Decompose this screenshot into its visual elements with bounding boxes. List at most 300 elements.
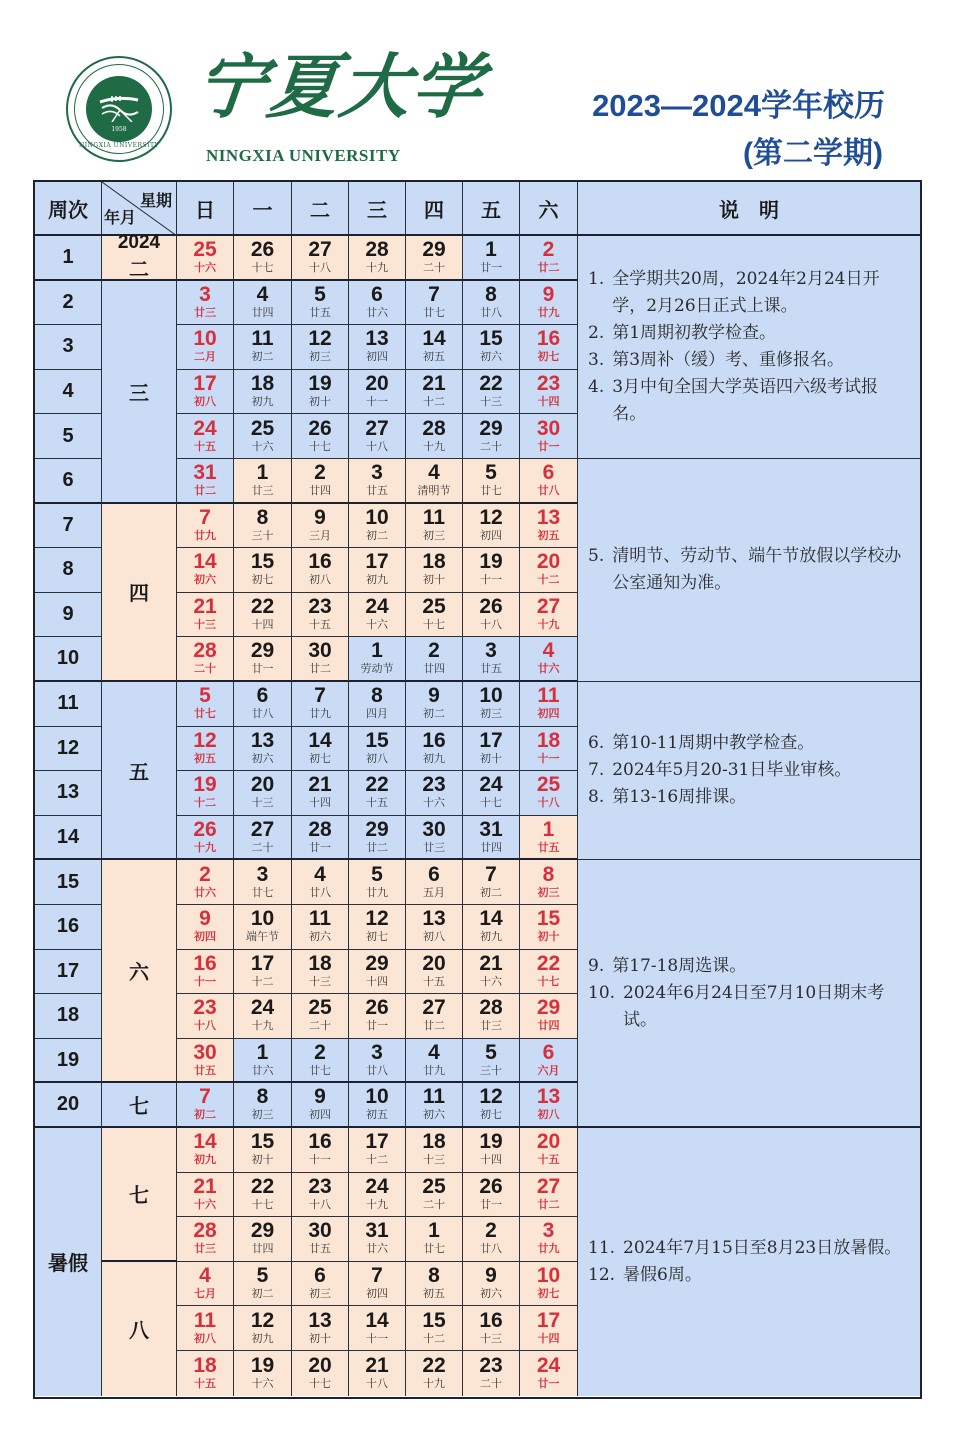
- week-number-label: 10: [56, 647, 80, 670]
- day-number: 17: [479, 728, 503, 752]
- day-cell: [520, 1083, 578, 1128]
- lunar-date: 十八: [366, 1376, 388, 1390]
- lunar-date: 初四: [537, 707, 560, 721]
- calendar-table: [33, 180, 922, 1399]
- note-number: 4.: [588, 377, 605, 397]
- day-number: 23: [308, 1174, 332, 1198]
- month-label: 七: [129, 1183, 149, 1208]
- month-cell: [102, 860, 177, 1083]
- lunar-date: 廿三: [194, 1242, 216, 1256]
- day-cell: [177, 281, 234, 326]
- note-number: 12.: [588, 1264, 616, 1285]
- day-number: 17: [536, 1308, 561, 1332]
- lunar-date: 十七: [309, 1376, 331, 1390]
- day-cell: [292, 727, 349, 772]
- day-cell: [520, 548, 578, 593]
- day-cell: [520, 325, 578, 370]
- day-cell: [349, 1262, 406, 1307]
- day-number: 12: [365, 907, 389, 931]
- day-number: 14: [365, 1308, 389, 1332]
- lunar-date: 二十: [423, 260, 445, 274]
- lunar-date: 初十: [251, 1153, 274, 1167]
- lunar-date: 廿七: [480, 483, 502, 497]
- day-cell: [292, 281, 349, 326]
- header-day-1: [234, 182, 292, 236]
- day-cell: [520, 236, 578, 281]
- day-number: 22: [422, 1353, 446, 1377]
- day-number: 28: [308, 817, 332, 841]
- day-number: 25: [422, 595, 446, 619]
- lunar-date: 十三: [251, 796, 274, 810]
- lunar-date: 初四: [366, 1287, 388, 1301]
- lunar-date: 初七: [480, 1108, 502, 1122]
- day-cell: [234, 905, 292, 950]
- lunar-date: 初四: [480, 528, 502, 542]
- lunar-date: 十四: [366, 974, 388, 988]
- day-number: 13: [422, 907, 446, 931]
- day-number: 10: [193, 327, 217, 351]
- day-number: 25: [308, 996, 332, 1020]
- day-cell: [292, 370, 349, 415]
- lunar-date: 十六: [251, 439, 274, 453]
- lunar-date: 廿六: [251, 1063, 274, 1077]
- day-cell: [177, 1173, 234, 1218]
- day-cell: [234, 950, 292, 995]
- header-notes-label: 说 明: [719, 197, 779, 222]
- note-item: [588, 757, 912, 784]
- lunar-date: 十九: [423, 1376, 445, 1390]
- day-number: 2: [199, 862, 211, 886]
- day-cell: [463, 548, 520, 593]
- month-label: 七: [129, 1094, 149, 1119]
- lunar-date: 十三: [480, 395, 502, 409]
- day-cell: [177, 1128, 234, 1173]
- lunar-date: 劳动节: [360, 662, 394, 676]
- day-cell: [406, 1083, 463, 1128]
- lunar-date: 廿三: [480, 1019, 502, 1033]
- header-day-4: [406, 182, 463, 236]
- day-cell: [463, 1173, 520, 1218]
- day-number: 3: [256, 862, 269, 886]
- day-cell: [292, 414, 349, 459]
- lunar-date: 初九: [251, 1331, 274, 1345]
- page-subtitle: (第二学期): [743, 137, 883, 170]
- day-cell: [234, 548, 292, 593]
- day-number: 10: [536, 1264, 561, 1288]
- logo-rim-text: NINGXIA UNIVERSITY: [79, 142, 159, 149]
- lunar-date: 十五: [366, 796, 388, 810]
- week-number-label: 11: [57, 692, 79, 715]
- lunar-date: 廿六: [194, 885, 216, 899]
- day-cell: [349, 1128, 406, 1173]
- day-cell: [177, 370, 234, 415]
- day-cell: [463, 1306, 520, 1351]
- day-number: 11: [193, 1308, 217, 1332]
- day-number: 16: [308, 1130, 332, 1154]
- lunar-date: 二十: [194, 662, 216, 676]
- day-cell: [406, 548, 463, 593]
- lunar-date: 十一: [366, 395, 388, 409]
- day-cell: [406, 816, 463, 861]
- day-cell: [349, 414, 406, 459]
- week-number: [35, 994, 102, 1039]
- note-text: 第10-11周期中教学检查。: [612, 733, 815, 754]
- header-day-5: [463, 182, 520, 236]
- day-number: 6: [371, 282, 383, 306]
- week-number-label: 15: [56, 870, 80, 893]
- lunar-date: 十六: [251, 1376, 274, 1390]
- day-cell: [234, 637, 292, 682]
- lunar-date: 廿二: [423, 1019, 445, 1033]
- day-number: 30: [308, 1219, 332, 1243]
- lunar-date: 初五: [366, 1108, 388, 1122]
- lunar-date: 初二: [423, 707, 445, 721]
- lunar-date: 十四: [537, 395, 560, 409]
- lunar-date: 初十: [423, 573, 445, 587]
- week-number-label: 14: [56, 825, 80, 848]
- day-cell: [234, 370, 292, 415]
- day-number: 10: [479, 684, 503, 708]
- day-number: 3: [371, 1040, 383, 1064]
- day-number: 20: [536, 1130, 561, 1154]
- week-number: [35, 370, 102, 415]
- day-cell: [349, 1039, 406, 1084]
- note-item: [588, 730, 912, 757]
- day-number: 29: [422, 237, 446, 261]
- note-number: 5.: [588, 546, 605, 566]
- day-number: 7: [485, 862, 497, 886]
- day-cell: [520, 1039, 578, 1084]
- day-cell: [177, 816, 234, 861]
- lunar-date: 初五: [423, 1287, 445, 1301]
- month-label: 八: [129, 1318, 149, 1343]
- day-number: 11: [251, 327, 274, 351]
- lunar-date: 初八: [194, 395, 216, 409]
- day-number: 19: [479, 550, 503, 574]
- day-number: 12: [479, 1085, 503, 1109]
- lunar-date: 廿三: [423, 840, 445, 854]
- day-number: 14: [479, 907, 503, 931]
- lunar-date: 十一: [537, 751, 560, 765]
- lunar-date: 十七: [309, 439, 331, 453]
- lunar-date: 初八: [309, 573, 331, 587]
- lunar-date: 廿二: [309, 662, 331, 676]
- note-item: [588, 543, 912, 597]
- note-item: [588, 347, 912, 374]
- month-cell: [102, 281, 177, 504]
- day-number: 26: [193, 817, 217, 841]
- lunar-date: 初八: [423, 930, 445, 944]
- day-number: 22: [250, 595, 275, 619]
- month-cell: [102, 1128, 177, 1262]
- header-day-3: [349, 182, 406, 236]
- day-cell: [292, 637, 349, 682]
- day-cell: [177, 950, 234, 995]
- day-number: 9: [485, 1264, 497, 1288]
- day-number: 1: [256, 460, 269, 484]
- lunar-date: 廿五: [309, 1242, 331, 1256]
- lunar-date: 三十: [251, 528, 274, 542]
- day-number: 7: [199, 505, 211, 529]
- lunar-date: 十四: [309, 796, 331, 810]
- day-cell: [349, 682, 406, 727]
- day-number: 23: [536, 372, 561, 396]
- lunar-date: 十四: [537, 1331, 560, 1345]
- day-number: 22: [479, 372, 503, 396]
- lunar-date: 二月: [194, 350, 216, 364]
- lunar-date: 廿三: [251, 483, 274, 497]
- day-cell: [406, 414, 463, 459]
- lunar-date: 初九: [423, 751, 445, 765]
- lunar-date: 十八: [309, 1197, 331, 1211]
- lunar-date: 七月: [194, 1287, 216, 1301]
- day-number: 23: [308, 595, 332, 619]
- day-cell: [520, 637, 578, 682]
- day-cell: [406, 637, 463, 682]
- day-number: 27: [308, 237, 332, 261]
- day-cell: [177, 1262, 234, 1307]
- day-cell: [520, 593, 578, 638]
- day-number: 30: [536, 416, 561, 440]
- day-cell: [177, 727, 234, 772]
- day-number: 17: [365, 1130, 389, 1154]
- day-number: 13: [536, 505, 561, 529]
- lunar-date: 初七: [537, 1287, 560, 1301]
- day-number: 4: [428, 1040, 440, 1064]
- lunar-date: 廿二: [366, 840, 388, 854]
- lunar-date: 十一: [194, 974, 216, 988]
- lunar-date: 廿一: [309, 840, 331, 854]
- day-number: 1: [485, 237, 497, 261]
- day-cell: [177, 860, 234, 905]
- week-number: [35, 325, 102, 370]
- day-number: 16: [193, 951, 217, 975]
- day-number: 4: [428, 460, 440, 484]
- day-number: 9: [314, 505, 326, 529]
- lunar-date: 廿四: [423, 662, 445, 676]
- notes-block: [578, 1128, 920, 1396]
- note-item: [588, 374, 912, 428]
- day-number: 20: [422, 951, 446, 975]
- day-cell: [349, 548, 406, 593]
- day-cell: [292, 1039, 349, 1084]
- lunar-date: 廿九: [309, 707, 331, 721]
- lunar-date: 十三: [309, 974, 331, 988]
- lunar-date: 十四: [480, 1153, 502, 1167]
- note-item: [588, 980, 912, 1034]
- lunar-date: 初七: [537, 350, 560, 364]
- lunar-date: 初二: [366, 528, 388, 542]
- day-cell: [520, 860, 578, 905]
- day-cell: [349, 593, 406, 638]
- day-cell: [349, 950, 406, 995]
- lunar-date: 廿五: [537, 840, 560, 854]
- day-cell: [234, 1039, 292, 1084]
- day-number: 29: [365, 817, 389, 841]
- header-notes: [578, 182, 920, 236]
- lunar-date: 廿八: [480, 1242, 502, 1256]
- day-number: 31: [193, 460, 217, 484]
- lunar-date: 初七: [366, 930, 388, 944]
- lunar-date: 初二: [251, 1287, 274, 1301]
- lunar-date: 廿七: [423, 305, 445, 319]
- day-cell: [349, 504, 406, 549]
- header-day-2: [292, 182, 349, 236]
- day-cell: [177, 682, 234, 727]
- day-cell: [406, 281, 463, 326]
- week-number-label: 18: [56, 1004, 80, 1027]
- lunar-date: 初四: [366, 350, 388, 364]
- note-item: [588, 953, 912, 980]
- lunar-date: 廿四: [251, 1242, 274, 1256]
- lunar-date: 初四: [309, 1108, 331, 1122]
- lunar-date: 廿二: [194, 483, 216, 497]
- day-cell: [520, 682, 578, 727]
- week-number-label: 17: [56, 959, 80, 982]
- lunar-date: 十一: [366, 1331, 388, 1345]
- day-cell: [177, 1306, 234, 1351]
- day-number: 2: [542, 237, 555, 261]
- day-cell: [406, 1306, 463, 1351]
- day-cell: [406, 994, 463, 1039]
- day-number: 19: [308, 372, 332, 396]
- day-number: 4: [256, 282, 269, 306]
- day-cell: [463, 1083, 520, 1128]
- day-cell: [177, 1039, 234, 1084]
- day-number: 4: [199, 1264, 211, 1288]
- day-number: 11: [422, 1085, 446, 1109]
- day-cell: [234, 459, 292, 504]
- day-number: 8: [428, 1264, 440, 1288]
- lunar-date: 廿七: [423, 1242, 445, 1256]
- day-cell: [349, 860, 406, 905]
- day-number: 28: [422, 416, 446, 440]
- lunar-date: 廿五: [309, 305, 331, 319]
- day-cell: [292, 816, 349, 861]
- lunar-date: 廿四: [251, 305, 274, 319]
- day-cell: [349, 325, 406, 370]
- day-number: 27: [536, 595, 561, 619]
- day-number: 22: [536, 951, 561, 975]
- day-cell: [234, 593, 292, 638]
- day-cell: [234, 1128, 292, 1173]
- lunar-date: 初二: [480, 885, 502, 899]
- lunar-date: 廿四: [309, 483, 331, 497]
- lunar-date: 廿九: [194, 528, 216, 542]
- day-cell: [520, 459, 578, 504]
- day-cell: [177, 548, 234, 593]
- day-number: 22: [250, 1174, 275, 1198]
- day-cell: [292, 994, 349, 1039]
- note-text: 2024年6月24日至7月10日期末考试。: [623, 982, 885, 1030]
- day-cell: [234, 860, 292, 905]
- lunar-date: 十五: [194, 439, 216, 453]
- lunar-date: 初五: [537, 528, 560, 542]
- day-number: 21: [193, 595, 217, 619]
- day-number: 6: [542, 460, 555, 484]
- lunar-date: 初五: [423, 350, 445, 364]
- day-cell: [463, 860, 520, 905]
- lunar-date: 廿九: [537, 305, 560, 319]
- header-weekday-label: 星期: [139, 191, 172, 210]
- day-cell: [463, 950, 520, 995]
- lunar-date: 初九: [194, 1153, 216, 1167]
- day-number: 17: [250, 951, 275, 975]
- week-number: [35, 682, 102, 727]
- lunar-date: 廿一: [366, 1019, 388, 1033]
- month-label: 四: [129, 581, 149, 606]
- header-week-label: 周次: [48, 197, 88, 222]
- day-number: 15: [250, 550, 275, 574]
- lunar-date: 初三: [480, 707, 502, 721]
- day-number: 27: [422, 996, 446, 1020]
- day-cell: [520, 504, 578, 549]
- lunar-date: 十九: [423, 439, 445, 453]
- day-number: 13: [536, 1085, 561, 1109]
- week-number-label: 2: [62, 290, 74, 313]
- lunar-date: 十六: [423, 796, 445, 810]
- day-number: 16: [422, 728, 446, 752]
- day-cell: [234, 1262, 292, 1307]
- day-number: 3: [542, 1219, 555, 1243]
- note-text: 第3周补（缓）考、重修报名。: [612, 350, 845, 370]
- day-number: 11: [537, 684, 560, 708]
- lunar-date: 二十: [309, 1019, 331, 1033]
- day-number: 2: [314, 460, 326, 484]
- lunar-date: 三月: [309, 528, 331, 542]
- lunar-date: 廿五: [194, 1063, 216, 1077]
- header-diagonal: [102, 182, 177, 236]
- header-day-label: 五: [481, 197, 501, 222]
- header-day-6: [520, 182, 578, 236]
- lunar-date: 廿一: [480, 1197, 502, 1211]
- lunar-date: 十一: [480, 573, 502, 587]
- day-cell: [463, 1351, 520, 1396]
- day-cell: [520, 1173, 578, 1218]
- lunar-date: 初九: [251, 395, 274, 409]
- lunar-date: 廿八: [251, 707, 274, 721]
- day-number: 25: [536, 773, 561, 797]
- week-number: [35, 236, 102, 281]
- day-cell: [406, 860, 463, 905]
- day-number: 27: [365, 416, 389, 440]
- day-number: 1: [371, 639, 383, 663]
- day-cell: [463, 1039, 520, 1084]
- day-number: 24: [365, 595, 389, 619]
- day-number: 5: [485, 1040, 497, 1064]
- header-day-label: 二: [310, 197, 330, 222]
- month-label: 三: [129, 380, 149, 405]
- note-item: [588, 784, 912, 811]
- day-number: 18: [422, 1130, 446, 1154]
- note-text: 3月中旬全国大学英语四六级考试报名。: [612, 377, 879, 424]
- notes-block: [578, 236, 920, 459]
- day-number: 21: [193, 1174, 217, 1198]
- day-number: 3: [371, 460, 383, 484]
- lunar-date: 十八: [480, 618, 502, 632]
- day-cell: [177, 504, 234, 549]
- lunar-date: 初八: [537, 1108, 560, 1122]
- lunar-date: 廿一: [480, 260, 502, 274]
- lunar-date: 廿二: [537, 1197, 560, 1211]
- day-cell: [406, 950, 463, 995]
- week-number: [35, 414, 102, 459]
- lunar-date: 初五: [194, 751, 216, 765]
- day-number: 5: [371, 862, 383, 886]
- day-number: 27: [250, 817, 275, 841]
- day-number: 24: [365, 1174, 389, 1198]
- day-number: 3: [199, 282, 211, 306]
